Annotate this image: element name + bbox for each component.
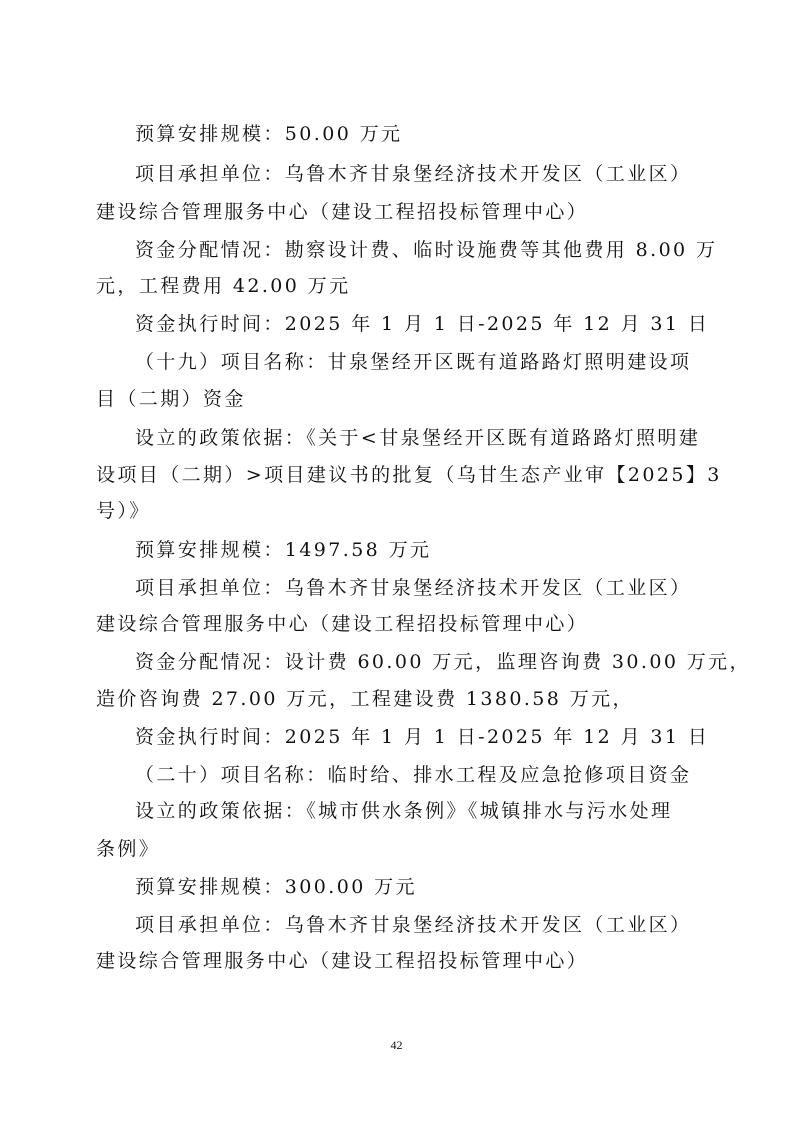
page-number: 42: [390, 1038, 403, 1052]
fund-allocation-19: 资金分配情况：勘察设计费、临时设施费等其他费用 8.00 万: [135, 239, 718, 261]
policy-basis-20-cont: 条例》: [96, 838, 161, 860]
policy-basis-20: 设立的政策依据：《城市供水条例》《城镇排水与污水处理: [135, 800, 673, 822]
execution-time-19: 资金执行时间：2025 年 1 月 1 日-2025 年 12 月 31 日: [135, 313, 710, 335]
policy-basis-19: 设立的政策依据：《关于<甘泉堡经开区既有道路路灯照明建: [135, 427, 701, 449]
undertaking-unit-21-cont: 建设综合管理服务中心（建设工程招投标管理中心）: [96, 950, 589, 972]
fund-allocation-20-cont: 造价咨询费 27.00 万元，工程建设费 1380.58 万元，: [96, 688, 634, 710]
undertaking-unit-20-cont: 建设综合管理服务中心（建设工程招投标管理中心）: [96, 613, 589, 635]
execution-time-20: 资金执行时间：2025 年 1 月 1 日-2025 年 12 月 31 日: [135, 726, 710, 748]
budget-scale-20: 预算安排规模：1497.58 万元: [135, 539, 432, 561]
undertaking-unit-19: 项目承担单位：乌鲁木齐甘泉堡经济技术开发区（工业区）: [135, 163, 692, 185]
fund-allocation-19-cont: 元，工程费用 42.00 万元: [96, 275, 351, 297]
project-name-19-cont: 目（二期）资金: [96, 388, 246, 410]
undertaking-unit-21: 项目承担单位：乌鲁木齐甘泉堡经济技术开发区（工业区）: [135, 914, 692, 936]
budget-scale-21: 预算安排规模：300.00 万元: [135, 876, 417, 898]
budget-scale-19: 预算安排规模：50.00 万元: [135, 123, 403, 145]
fund-allocation-20: 资金分配情况：设计费 60.00 万元，监理咨询费 30.00 万元，: [135, 651, 751, 673]
undertaking-unit-20: 项目承担单位：乌鲁木齐甘泉堡经济技术开发区（工业区）: [135, 577, 692, 599]
policy-basis-19-end: 号）》: [96, 500, 151, 522]
undertaking-unit-19-cont: 建设综合管理服务中心（建设工程招投标管理中心）: [96, 201, 589, 223]
project-name-19: （十九）项目名称：甘泉堡经开区既有道路路灯照明建设项: [135, 351, 692, 373]
project-name-20: （二十）项目名称：临时给、排水工程及应急抢修项目资金: [135, 764, 692, 786]
policy-basis-19-cont: 设项目（二期）>项目建议书的批复（乌甘生态产业审【2025】3: [96, 464, 722, 486]
